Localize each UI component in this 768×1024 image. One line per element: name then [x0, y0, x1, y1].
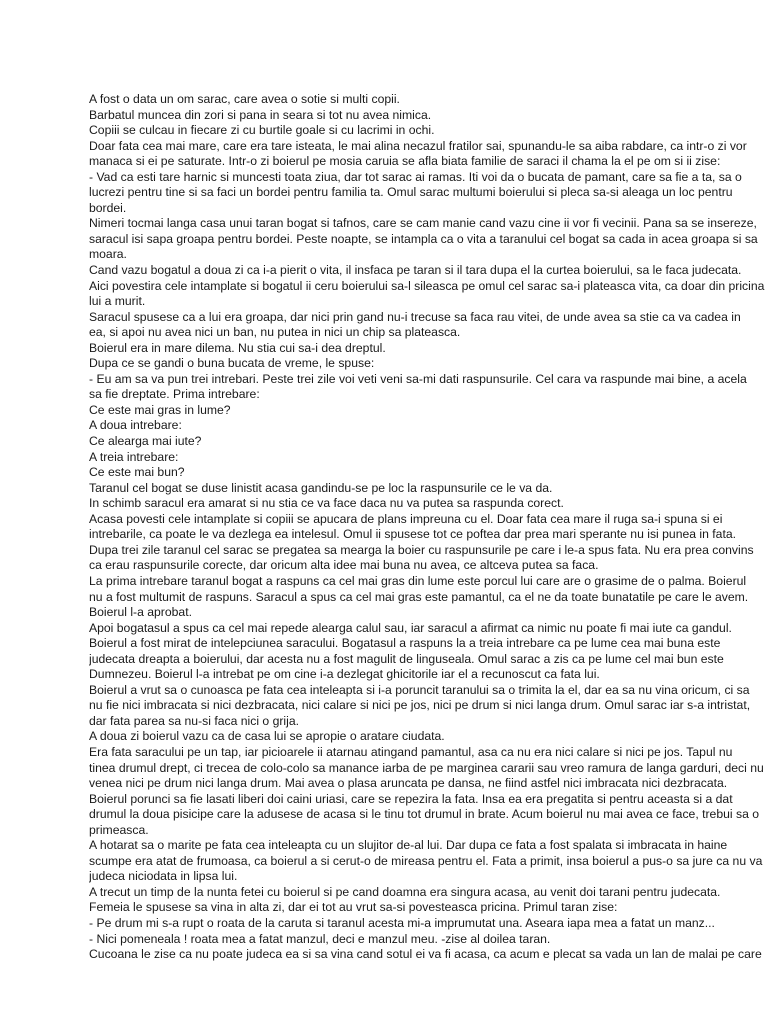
text-line: Dupa ce se gandi o buna bucata de vreme, le spuse: — [89, 356, 375, 371]
text-line: Doar fata cea mai mare, care era tare isteata, le mai alina necazul fratilor sai, spunandu-le sa aiba rabdare, ca intr-o zi vor — [89, 138, 747, 153]
text-line: - Eu am sa va pun trei intrebari. Peste trei zile voi veti veni sa-mi dati raspunsurile. Cel cara va raspunde mai bine, a acela — [89, 371, 747, 386]
text-line: Dumnezeu. Boierul l-a intrebat pe om cine i-a dezlegat ghicitorile iar el a recunoscut ca fata lui. — [89, 667, 600, 682]
text-line: lui a murit. — [89, 294, 146, 309]
text-line: judecata dreapta a boierului, dar acesta nu a fost magulit de linguseala. Omul sarac a zis ca pe lume cel mai bun este — [89, 651, 724, 666]
text-line: A treia intrebare: — [89, 449, 179, 464]
text-line: scumpe era atat de frumoasa, ca boierul a si cerut-o de mireasa pentru el. Fata a primit, insa boierul a pus-o sa jure ca nu va — [89, 853, 763, 868]
text-line: Era fata saracului pe un tap, iar picioarele ii atarnau atingand pamantul, asa ca nu era nici calare si nici pe jos. Tapul nu — [89, 744, 733, 759]
text-line: drumul la doua pisicipe care la adusese de acasa si le tinu tot drumul in brate. Acum boierul nu mai avea ce face, trebui sa o — [89, 807, 760, 822]
text-line: Boierul l-a aprobat. — [89, 605, 192, 620]
text-line: - Vad ca esti tare harnic si muncesti toata ziua, dar tot sarac ai ramas. Iti voi da o bucata de pamant, care sa fie a ta, sa o — [89, 169, 742, 184]
text-line: Ce este mai gras in lume? — [89, 402, 231, 417]
text-line: sa fie dreptate. Prima intrebare: — [89, 387, 260, 402]
text-line: Saracul spusese ca a lui era groapa, dar nici prin gand nu-i trecuse sa faca rau vitei, de unde avea sa stie ca va cadea in — [89, 309, 741, 324]
text-line: tinea drumul drept, ci trecea de colo-colo sa manance iarba de pe marginea cararii sau vreo ramura de langa garduri, deci nu — [89, 760, 764, 775]
text-line: ca erau raspunsurile corecte, dar oricum alta idee mai buna nu avea, ce altceva putea sa faca. — [89, 558, 599, 573]
text-line: venea nici pe drum nici langa drum. Mai avea o plasa aruncata pe dansa, ne fiind astfel nici imbracata nici dezbracata. — [89, 776, 728, 791]
text-line: Femeia le spusese sa vina in alta zi, dar ei tot au vrut sa-si povesteasca pricina. Primul taran zise: — [89, 900, 618, 915]
text-line: A fost o data un om sarac, care avea o sotie si multi copii. — [89, 92, 400, 106]
text-line: Taranul cel bogat se duse linistit acasa gandindu-se pe loc la raspunsurile ce le va da. — [89, 480, 553, 495]
text-line: A doua zi boierul vazu ca de casa lui se apropie o aratare ciudata. — [89, 729, 445, 744]
text-line: nu fie nici imbracata si nici dezbracata, nici calare si nici pe jos, nici pe drum si nici langa drum. Omul sarac iar s-a intristat, — [89, 698, 751, 713]
text-line: primeasca. — [89, 822, 149, 837]
text-line: A doua intrebare: — [89, 418, 182, 433]
text-line: Barbatul muncea din zori si pana in seara si tot nu avea nimica. — [89, 107, 432, 122]
text-line: Boierul porunci sa fie lasati liberi doi caini uriasi, care se repezira la fata. Insa ea era pregatita si pentru aceasta si a dat — [89, 791, 733, 806]
text-line: nu a fost multumit de raspuns. Saracul a spus ca cel mai gras este pamantul, ca el ne da toate bunatatile pe care le avem. — [89, 589, 749, 604]
story-text-body — [89, 92, 768, 963]
text-line: ea, si apoi nu avea nici un ban, nu putea in nici un chip sa plateasca. — [89, 325, 461, 340]
text-line: intrebarile, ca poate le va dezlega ea intelesul. Omul ii spusese tot ce poftea dar prea mari sperante nu isi punea in fata. — [89, 527, 736, 542]
text-line: Cand vazu bogatul a doua zi ca i-a pierit o vita, il insfaca pe taran si il tara dupa el la curtea boierului, sa le faca judecata. — [89, 263, 742, 278]
text-line: La prima intrebare taranul bogat a raspuns ca cel mai gras din lume este porcul lui care are o grasime de o palma. Boierul — [89, 573, 747, 588]
text-line: Copiii se culcau in fiecare zi cu burtile goale si cu lacrimi in ochi. — [89, 123, 435, 138]
text-line: Boierul era in mare dilema. Nu stia cui sa-i dea dreptul. — [89, 340, 386, 355]
text-line: Boierul a fost mirat de intelepciunea saracului. Bogatasul a raspuns la a treia intrebare ca pe lume cea mai buna este — [89, 636, 721, 651]
text-line: manaca si ei pe saturate. Intr-o zi boierul pe mosia caruia se afla biata familie de saraci il chama la el pe om si ii zise: — [89, 154, 721, 169]
text-line: A trecut un timp de la nunta fetei cu boierul si pe cand doamna era singura acasa, au venit doi tarani pentru judecata. — [89, 884, 721, 899]
text-line: Dupa trei zile taranul cel sarac se pregatea sa mearga la boier cu raspunsurile pe care i le-a spus fata. Nu era prea convins — [89, 542, 754, 557]
text-line: Acasa povesti cele intamplate si copiii se apucara de plans impreuna cu el. Doar fata cea mare il ruga sa-i spuna si ei — [89, 511, 723, 526]
text-line: In schimb saracul era amarat si nu stia ce va face daca nu va putea sa raspunda corect. — [89, 496, 564, 511]
text-line: A hotarat sa o marite pe fata cea inteleapta cu un slujitor de-al lui. Dar dupa ce fata a fost spalata si imbracata in haine — [89, 838, 728, 853]
text-line: judeca niciodata in lipsa lui. — [89, 869, 238, 884]
text-line: Boierul a vrut sa o cunoasca pe fata cea inteleapta si i-a poruncit taranului sa o trimita la el, dar ea sa nu vina oricum, ci sa — [89, 682, 750, 697]
text-line: Ce alearga mai iute? — [89, 434, 202, 449]
text-line: dar fata parea sa nu-si faca nici o grija. — [89, 713, 300, 728]
text-line: Cucoana le zise ca nu poate judeca ea si sa vina cand sotul ei va fi acasa, ca acum e plecat sa vada un lan de malai pe care — [89, 947, 762, 962]
text-line: - Pe drum mi s-a rupt o roata de la caruta si taranul acesta mi-a imprumutat una. Aseara iapa mea a fatat un manz... — [89, 915, 715, 930]
text-line: Ce este mai bun? — [89, 465, 185, 480]
text-line: bordei. — [89, 200, 127, 215]
text-line: saracul isi sapa groapa pentru bordei. Peste noapte, se intampla ca o vita a taranului cel bogat sa cada in acea groapa si sa — [89, 231, 758, 246]
text-line: Aici povestira cele intamplate si bogatul ii ceru boierului sa-l sileasca pe omul cel sarac sa-i plateasca vita, ca doar din pricina — [89, 278, 765, 293]
text-line: - Nici pomeneala ! roata mea a fatat manzul, deci e manzul meu. -zise al doilea taran. — [89, 931, 551, 946]
text-line: Apoi bogatasul a spus ca cel mai repede alearga calul sau, iar saracul a afirmat ca nimic nu poate fi mai iute ca gandul. — [89, 620, 732, 635]
text-line: moara. — [89, 247, 127, 262]
text-line: Nimeri tocmai langa casa unui taran bogat si tafnos, care se cam manie cand vazu cine ii vor fi vecinii. Pana sa se insereze, — [89, 216, 757, 231]
text-line: lucrezi pentru tine si sa faci un bordei pentru familia ta. Omul sarac multumi boierului si pleca sa-si aleaga un loc pentru — [89, 185, 733, 200]
